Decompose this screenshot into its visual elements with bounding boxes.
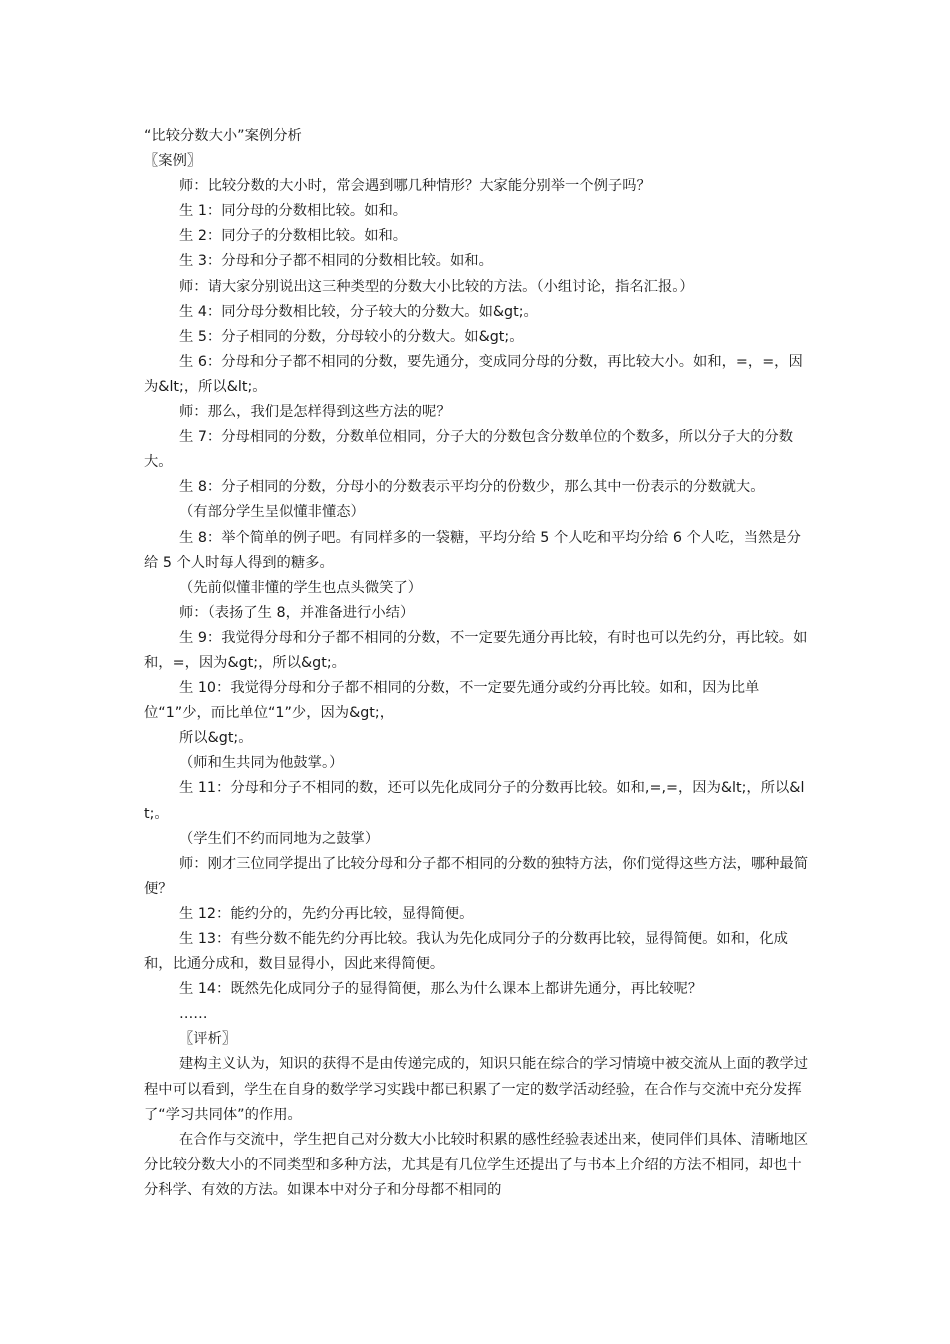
analysis-heading: 〖评析〗 — [179, 1031, 237, 1048]
document-body — [144, 124, 810, 1203]
paragraph: （学生们不约而同地为之鼓掌） — [179, 830, 380, 847]
paragraph: 生 13：有些分数不能先约分再比较。我认为先化成同分子的分数再比较，显得简便。如和，化成和，比通分成和，数目显得小，因此来得简便。 — [144, 931, 788, 973]
paragraph: 生 3：分母和分子都不相同的分数相比较。如和。 — [179, 253, 493, 270]
paragraph: 生 11：分母和分子不相同的数，还可以先化成同分子的分数再比较。如和,=,=，因为&lt;，所以&lt;。 — [144, 780, 805, 822]
paragraph: 在合作与交流中，学生把自己对分数大小比较时积累的感性经验表述出来，使同伴们具体、清晰地区分比较分数大小的不同类型和多种方法，尤其是有几位学生还提出了与书本上介绍的方法不相同，却也十分科学、有效的方法。如课本中对分子和分母都不相同的 — [144, 1131, 809, 1198]
paragraph: 师：比较分数的大小时，常会遇到哪几种情形？大家能分别举一个例子吗？ — [179, 178, 651, 195]
paragraph: （先前似懂非懂的学生也点头微笑了） — [179, 579, 423, 596]
paragraph: 生 1：同分母的分数相比较。如和。 — [179, 203, 408, 220]
paragraph: 所以&gt;。 — [179, 730, 253, 747]
case-heading: 〖案例〗 — [144, 153, 202, 170]
document-title: “比较分数大小”案例分析 — [144, 128, 302, 144]
paragraph: 师：请大家分别说出这三种类型的分数大小比较的方法。（小组讨论，指名汇报。） — [179, 278, 694, 295]
paragraph: 生 6：分母和分子都不相同的分数，要先通分，变成同分母的分数，再比较大小。如和，=，=，因为&lt;，所以&lt;。 — [144, 353, 803, 395]
paragraph: 生 10：我觉得分母和分子都不相同的分数，不一定要先通分或约分再比较。如和，因为比单位“1”少，而比单位“1”少，因为&gt;， — [144, 680, 760, 722]
paragraph: 生 4：同分母分数相比较，分子较大的分数大。如&gt;。 — [179, 303, 538, 320]
paragraph: 生 2：同分子的分数相比较。如和。 — [179, 228, 408, 245]
paragraph: 建构主义认为，知识的获得不是由传递完成的，知识只能在综合的学习情境中被交流从上面的教学过程中可以看到，学生在自身的数学学习实践中都已积累了一定的数学活动经验，在合作与交流中充分发挥了“学习共同体”的作用。 — [144, 1056, 809, 1123]
paragraph: （师和生共同为他鼓掌。） — [179, 755, 344, 772]
paragraph: 师：刚才三位同学提出了比较分母和分子都不相同的分数的独特方法，你们觉得这些方法，哪种最简便？ — [144, 855, 809, 897]
paragraph: 生 7：分母相同的分数，分数单位相同，分子大的分数包含分数单位的个数多，所以分子大的分数大。 — [144, 429, 794, 471]
paragraph: （有部分学生呈似懂非懂态） — [179, 504, 365, 521]
paragraph: 生 9：我觉得分母和分子都不相同的分数，不一定要先通分再比较，有时也可以先约分，再比较。如和，=，因为&gt;，所以&gt;。 — [144, 629, 808, 671]
paragraph: 生 5：分子相同的分数，分母较小的分数大。如&gt;。 — [179, 328, 524, 345]
paragraph: 生 8：举个简单的例子吧。有同样多的一袋糖，平均分给 5 个人吃和平均分给 6 个人吃，当然是分给 5 个人时每人得到的糖多。 — [144, 529, 801, 571]
ellipsis: …… — [179, 1006, 208, 1023]
paragraph: 生 14：既然先化成同分子的显得简便，那么为什么课本上都讲先通分，再比较呢？ — [179, 981, 703, 998]
paragraph: 师：那么，我们是怎样得到这些方法的呢？ — [179, 404, 451, 421]
paragraph: 生 8：分子相同的分数，分母小的分数表示平均分的份数少，那么其中一份表示的分数就大。 — [179, 479, 765, 496]
paragraph: 师：（表扬了生 8，并准备进行小结） — [179, 604, 415, 621]
paragraph: 生 12：能约分的，先约分再比较，显得简便。 — [179, 905, 474, 922]
